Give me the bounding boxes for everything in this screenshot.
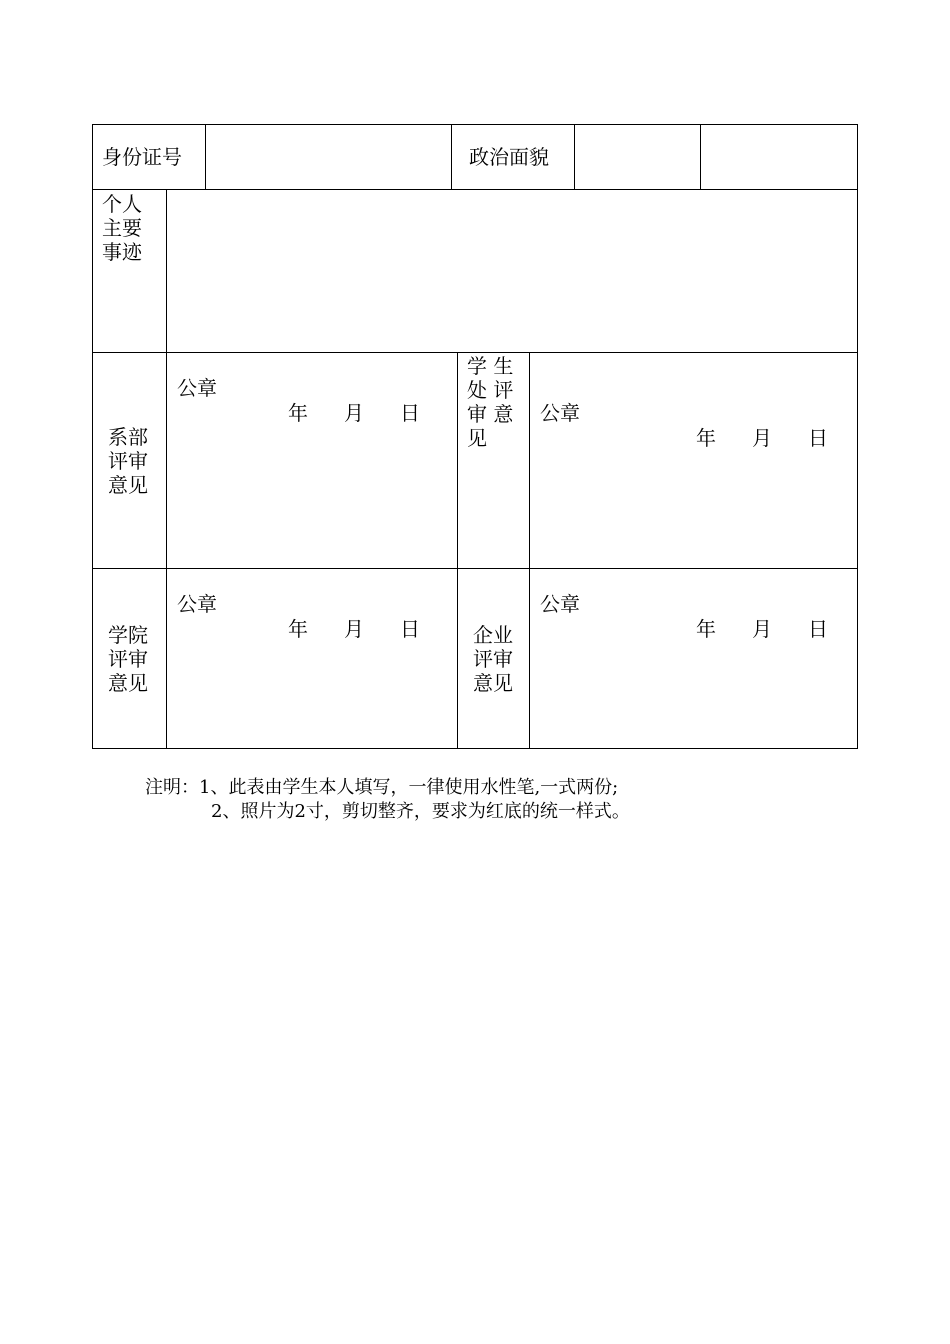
dept-review-seal: 公章 — [177, 376, 217, 400]
dept-review-year: 年 — [288, 401, 308, 425]
political-status-label: 政治面貌 — [469, 145, 549, 169]
table-border-top — [92, 124, 858, 125]
dept-review-label: 系部 评审 意见 — [108, 425, 148, 497]
row1-divider-a — [205, 124, 206, 190]
row1-divider-d — [700, 124, 701, 190]
personal-deeds-label: 个人 主要 事迹 — [102, 192, 142, 264]
table-divider-row3 — [92, 568, 858, 569]
row1-divider-c — [574, 124, 575, 190]
student-office-review-day: 日 — [808, 426, 828, 450]
middle-divider-right — [529, 352, 530, 749]
student-office-review-year: 年 — [696, 426, 716, 450]
table-border-bottom — [92, 748, 858, 749]
college-review-label: 学院 评审 意见 — [108, 623, 148, 695]
table-divider-row1 — [92, 189, 858, 190]
student-office-review-label: 学 生 处 评 审 意 见 — [467, 354, 514, 450]
college-review-day: 日 — [400, 617, 420, 641]
table-divider-row2 — [92, 352, 858, 353]
college-review-year: 年 — [288, 617, 308, 641]
student-office-review-month: 月 — [752, 426, 772, 450]
student-office-review-seal: 公章 — [540, 401, 580, 425]
row1-divider-b — [451, 124, 452, 190]
enterprise-review-day: 日 — [808, 617, 828, 641]
enterprise-review-seal: 公章 — [540, 592, 580, 616]
enterprise-review-month: 月 — [752, 617, 772, 641]
id-number-label: 身份证号 — [102, 145, 182, 169]
table-border-right — [857, 124, 858, 749]
middle-divider-left — [457, 352, 458, 749]
enterprise-review-year: 年 — [696, 617, 716, 641]
college-review-seal: 公章 — [177, 592, 217, 616]
college-review-month: 月 — [344, 617, 364, 641]
table-border-left — [92, 124, 93, 749]
dept-review-month: 月 — [344, 401, 364, 425]
label-column-divider — [166, 189, 167, 749]
dept-review-day: 日 — [400, 401, 420, 425]
enterprise-review-label: 企业 评审 意见 — [473, 623, 513, 695]
note-line-2: 2、照片为2寸，剪切整齐，要求为红底的统一样式。 — [211, 801, 630, 822]
note-line-1: 注明：1、此表由学生本人填写，一律使用水性笔,一式两份; — [145, 777, 619, 798]
